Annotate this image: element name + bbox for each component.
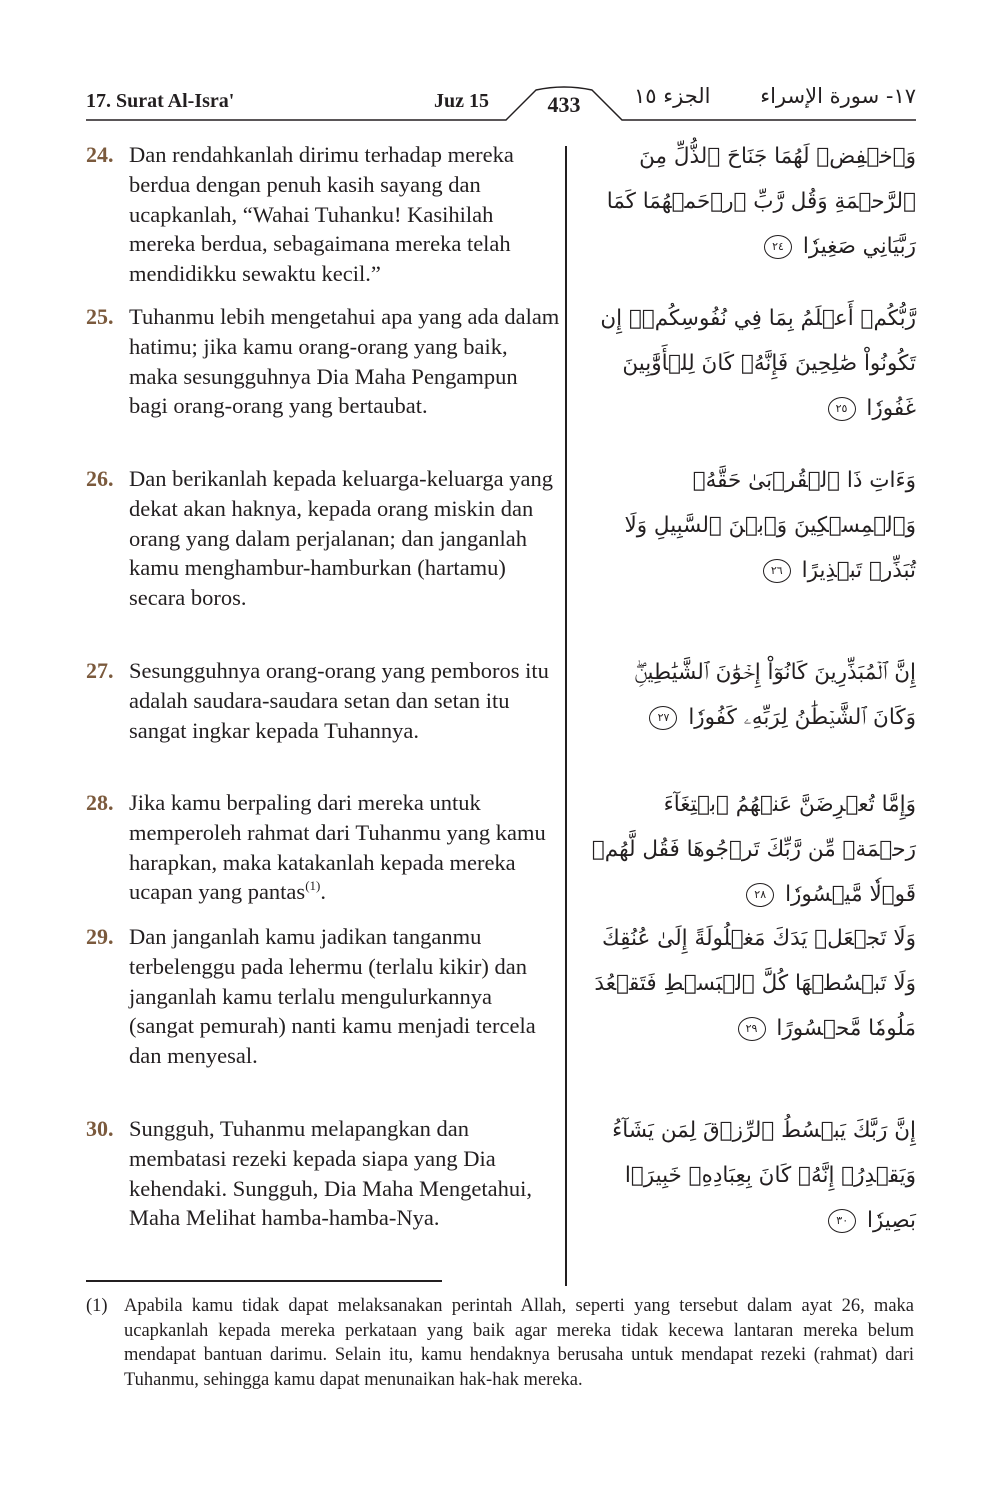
arabic-text: إِنَّ رَبَّكَ يَبۡسُطُ ٱلرِّزۡقَ لِمَن يَشَآءُ وَيَقۡدِرُۚ إِنَّهُۥ كَانَ بِعِبَادِهِۦ خَبِيرَۢا بَصِيرٗا: [612, 1118, 916, 1233]
verse-translation: Dan janganlah kamu jadikan tanganmu terbelenggu pada lehermu (terlalu kikir) dan janganlah kamu terlalu mengulurkannya (sangat pemurah) nanti kamu menjadi tercela dan menyesal.: [129, 924, 536, 1069]
juz-label-latin: Juz 15: [434, 90, 489, 112]
ayah-end-marker: ٢٨: [746, 883, 774, 907]
ayah-end-marker: ٣٠: [828, 1209, 856, 1233]
verse-arabic: [586, 458, 916, 593]
verse-arabic: [586, 1108, 916, 1243]
arabic-text: رَّبُّكُمۡ أَعۡلَمُ بِمَا فِي نُفُوسِكُمۡۚ إِن تَكُونُواْ صَٰلِحِينَ فَإِنَّهُۥ كَانَ لِلۡأَوَّٰبِينَ غَفُورٗا: [600, 306, 916, 421]
arabic-text: وَلَا تَجۡعَلۡ يَدَكَ مَغۡلُولَةً إِلَىٰ عُنُقِكَ وَلَا تَبۡسُطۡهَا كُلَّ ٱلۡبَسۡطِ فَتَقۡعُدَ مَلُومٗا مَّحۡسُورًا: [594, 926, 916, 1041]
verse-number: 26.: [86, 466, 114, 491]
ayah-end-marker: ٢٧: [649, 706, 677, 730]
column-divider: [565, 146, 567, 1286]
juz-label-arabic: الجزء ١٥: [634, 84, 711, 108]
verse-translation: Sesungguhnya orang-orang yang pemboros itu adalah saudara-saudara setan dan setan itu sangat ingkar kepada Tuhannya.: [129, 658, 549, 743]
ayah-end-marker: ٢٤: [764, 235, 792, 259]
verse-number: 27.: [86, 658, 114, 683]
verse-number: 30.: [86, 1116, 114, 1141]
verse-translation: Dan berikanlah kepada keluarga-keluarga yang dekat akan haknya, kepada orang miskin dan orang yang dalam perjalanan; dan janganlah kamu menghambur-hamburkan (hartamu) secara boros.: [129, 466, 553, 611]
verse-number: 28.: [86, 790, 114, 815]
ayah-end-marker: ٢٥: [828, 397, 856, 421]
verse-arabic: [586, 296, 916, 431]
arabic-text: إِنَّ ٱلۡمُبَذِّرِينَ كَانُوٓاْ إِخۡوَٰنَ ٱلشَّيَٰطِينِۖ وَكَانَ ٱلشَّيۡطَٰنُ لِرَبِّهِۦ كَفُورٗا: [634, 660, 916, 730]
verse-translation: Tuhanmu lebih mengetahui apa yang ada dalam hatimu; jika kamu orang-orang yang baik, maka sesungguhnya Dia Maha Pengampun bagi orang-orang yang bertaubat.: [129, 304, 560, 419]
footnote: [86, 1294, 914, 1392]
ayah-end-marker: ٢٦: [763, 559, 791, 583]
surah-title-latin: 17. Surat Al-Isra': [86, 90, 235, 112]
arabic-text: وَٱخۡفِضۡ لَهُمَا جَنَاحَ ٱلذُّلِّ مِنَ ٱلرَّحۡمَةِ وَقُل رَّبِّ ٱرۡحَمۡهُمَا كَمَا رَبَّيَانِي صَغِيرٗا: [606, 144, 916, 259]
verse-translation: [129, 788, 561, 907]
verse-number: 24.: [86, 142, 114, 167]
surah-title-arabic: ١٧- سورة الإسراء: [760, 84, 916, 108]
ayah-end-marker: ٢٩: [738, 1017, 766, 1041]
page-number: 433: [547, 92, 581, 117]
verse-number: 29.: [86, 924, 114, 949]
footnote-text: Apabila kamu tidak dapat melaksanakan perintah Allah, seperti yang tersebut dalam ayat 26, maka ucapkanlah kepada mereka perkataan yang baik agar mereka tidak kecewa lantaran mereka belum mendapat bantuan darimu. Selain itu, kamu hendaknya berusaha untuk mendapat rezeki (rahmat) dari Tuhanmu, sehingga kamu dapat menunaikan hak-hak mereka.: [124, 1296, 914, 1390]
verse-arabic: [586, 134, 916, 269]
arabic-text: وَءَاتِ ذَا ٱلۡقُرۡبَىٰ حَقَّهُۥ وَٱلۡمِسۡكِينَ وَٱبۡنَ ٱلسَّبِيلِ وَلَا تُبَذِّرۡ تَبۡذِيرًا: [624, 468, 916, 583]
arabic-text: وَإِمَّا تُعۡرِضَنَّ عَنۡهُمُ ٱبۡتِغَآءَ رَحۡمَةٖ مِّن رَّبِّكَ تَرۡجُوهَا فَقُل لَّهُمۡ قَوۡلٗا مَّيۡسُورٗا: [591, 792, 916, 907]
verse-arabic: [586, 650, 916, 740]
translation-text: Jika kamu berpaling dari mereka untuk memperoleh rahmat dari Tuhanmu yang kamu harapkan, maka katakanlah kepada mereka ucapan yang pantas: [129, 790, 546, 905]
verse-number: 25.: [86, 304, 114, 329]
footnote-mark: (1): [86, 1296, 108, 1316]
footnote-reference: (1): [305, 878, 321, 894]
verse-translation: Dan rendahkanlah dirimu terhadap mereka berdua dengan penuh kasih sayang dan ucapkanlah, “Wahai Tuhanku! Kasihilah mereka berdua, sebagaimana mereka telah mendidikku sewaktu kecil.”: [129, 142, 514, 287]
footnote-separator: [86, 1280, 442, 1282]
verse-arabic: [586, 916, 916, 1051]
verse-translation: Sungguh, Tuhanmu melapangkan dan membatasi rezeki kepada siapa yang Dia kehendaki. Sungguh, Dia Maha Mengetahui, Maha Melihat hamba-hamba-Nya.: [129, 1116, 533, 1231]
translation-end: .: [320, 879, 326, 905]
verse-arabic: [586, 782, 916, 917]
page-header: [86, 72, 916, 132]
